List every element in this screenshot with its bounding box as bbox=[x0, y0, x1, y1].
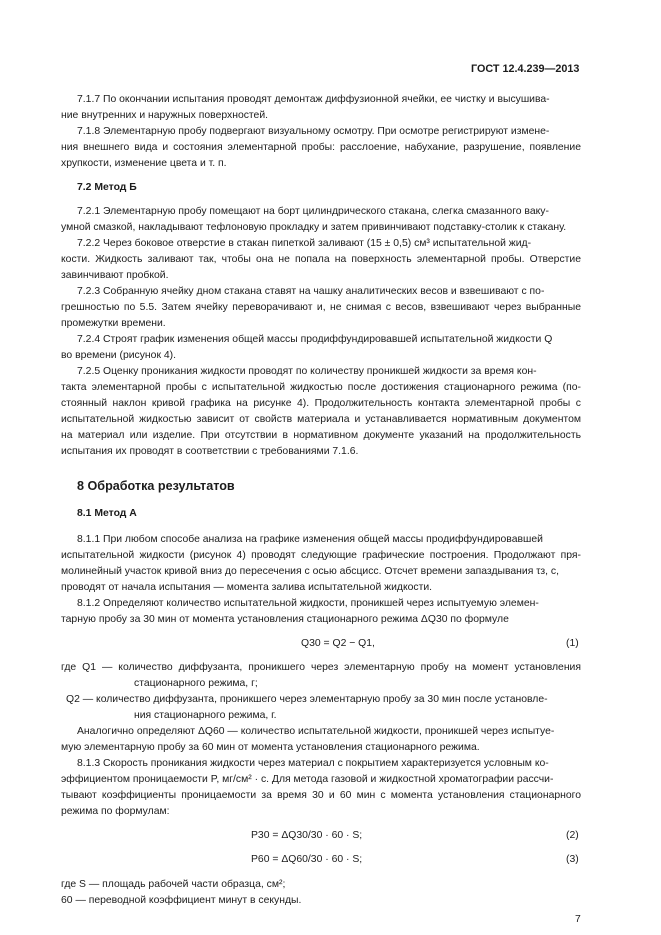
paragraph-7-2-1-line-1: 7.2.1 Элементарную пробу помещают на борт цилиндрического стакана, слегка смазанного ваку- bbox=[77, 206, 549, 217]
paragraph-7-1-8-line-3: хрупкости, изменение цвета и т. п. bbox=[61, 158, 227, 169]
paragraph-8-1-1-line-4: проводят от начала испытания — момента залива испытательной жидкости. bbox=[61, 582, 433, 593]
section-8-1-heading: 8.1 Метод А bbox=[77, 508, 137, 519]
formula-3: P60 = ΔQ60/30 · 60 · S; bbox=[251, 854, 363, 865]
paragraph-7-2-1-line-2: умной смазкой, накладывают тефлоновую прокладку и затем привинчивают подставку-столик к стакану. bbox=[61, 222, 567, 233]
paragraph-8-1-1-line-2: испытательной жидкости (рисунок 4) проводят следующие графические построения. Продолжают пря- bbox=[61, 550, 581, 561]
paragraph-7-1-7-line-2: ние внутренних и наружных поверхностей. bbox=[61, 110, 269, 121]
where-q1-line-1: где Q1 — количество диффузанта, проникшего через элементарную пробу на момент установления bbox=[61, 662, 581, 673]
paragraph-8-1-1-line-1: 8.1.1 При любом способе анализа на графике изменения общей массы продиффундировавшей bbox=[77, 534, 543, 545]
paragraph-8-1-3-line-2: эффициентом проницаемости P, мг/см² · с. Для метода газовой и жидкостной хроматографии рассчи- bbox=[61, 774, 554, 785]
paragraph-analog-line-1: Аналогично определяют ΔQ60 — количество испытательной жидкости, проникшей через испытуе- bbox=[77, 726, 555, 737]
paragraph-7-1-8-line-1: 7.1.8 Элементарную пробу подвергают визуальному осмотру. При осмотре регистрируют измене- bbox=[77, 126, 550, 137]
paragraph-7-2-5-line-2: такта элементарной пробы с испытательной жидкостью после достижения стационарного режима (по- bbox=[61, 382, 581, 393]
where-60-line: 60 — переводной коэффициент минут в секунды. bbox=[61, 895, 302, 906]
paragraph-8-1-1-line-3: молинейный участок кривой вниз до пересечения с осью абсцисс. Отсчет времени запаздывания τз, с, bbox=[61, 566, 559, 577]
paragraph-7-2-3-line-3: промежутки времени. bbox=[61, 318, 166, 329]
paragraph-7-2-2-line-2: кости. Жидкость заливают так, чтобы она не попала на поверхность элементарной пробы. Отверстие bbox=[61, 254, 581, 265]
page-number: 7 bbox=[575, 914, 581, 925]
paragraph-7-2-5-line-6: испытания их проводят в соответствии с требованиями 7.1.6. bbox=[61, 446, 359, 457]
formula-1-number: (1) bbox=[566, 638, 579, 649]
paragraph-7-1-7-line-1: 7.1.7 По окончании испытания проводят демонтаж диффузионной ячейки, ее чистку и высушива- bbox=[77, 94, 550, 105]
paragraph-7-1-8-line-2: ния внешнего вида и состояния элементарной пробы: расслоение, набухание, разрушение, появление bbox=[61, 142, 581, 153]
formula-2: P30 = ΔQ30/30 · 60 · S; bbox=[251, 830, 363, 841]
paragraph-8-1-2-line-2: тарную пробу за 30 мин от момента установления стационарного режима ΔQ30 по формуле bbox=[61, 614, 509, 625]
where-q2-line-2: ния стационарного режима, г. bbox=[134, 710, 277, 721]
paragraph-7-2-5-line-1: 7.2.5 Оценку проникания жидкости проводят по количеству проникшей жидкости за время кон- bbox=[77, 366, 537, 377]
formula-2-number: (2) bbox=[566, 830, 579, 841]
paragraph-7-2-5-line-3: стоянный наклон кривой графика на рисунке 4). Продолжительность контакта элементарной пробы с bbox=[61, 398, 581, 409]
paragraph-7-2-4-line-1: 7.2.4 Строят график изменения общей массы продиффундировавшей испытательной жидкости Q bbox=[77, 334, 553, 345]
document-header: ГОСТ 12.4.239—2013 bbox=[471, 63, 580, 75]
paragraph-8-1-3-line-1: 8.1.3 Скорость проникания жидкости через материал с покрытием характеризуется условным ко- bbox=[77, 758, 549, 769]
paragraph-7-2-5-line-5: на материал или изделие. При отсутствии в нормативном документе указаний на продолжительность bbox=[61, 430, 581, 441]
where-q1-line-2: стационарного режима, г; bbox=[134, 678, 258, 689]
paragraph-7-2-3-line-2: грешностью по 5.5. Затем ячейку переворачивают и, не снимая с весов, взвешивают через выбранные bbox=[61, 302, 581, 313]
paragraph-7-2-2-line-3: завинчивают пробкой. bbox=[61, 270, 169, 281]
section-8-heading: 8 Обработка результатов bbox=[77, 479, 235, 493]
paragraph-8-1-3-line-4: режима по формулам: bbox=[61, 806, 170, 817]
formula-1: Q30 = Q2 − Q1, bbox=[301, 638, 375, 649]
paragraph-8-1-3-line-3: тывают коэффициенты проницаемости за время 30 и 60 мин с момента установления стационарного bbox=[61, 790, 581, 801]
where-s-line: где S — площадь рабочей части образца, см²; bbox=[61, 879, 286, 890]
paragraph-7-2-3-line-1: 7.2.3 Собранную ячейку дном стакана ставят на чашку аналитических весов и взвешивают с по- bbox=[77, 286, 545, 297]
paragraph-7-2-4-line-2: во времени (рисунок 4). bbox=[61, 350, 177, 361]
paragraph-7-2-5-line-4: испытательной жидкостью зависит от свойств материала и устанавливается нормативным документом bbox=[61, 414, 581, 425]
paragraph-8-1-2-line-1: 8.1.2 Определяют количество испытательной жидкости, проникшей через испытуемую элемен- bbox=[77, 598, 539, 609]
formula-3-number: (3) bbox=[566, 854, 579, 865]
paragraph-7-2-2-line-1: 7.2.2 Через боковое отверстие в стакан пипеткой заливают (15 ± 0,5) см³ испытательной жид- bbox=[77, 238, 532, 249]
paragraph-analog-line-2: мую элементарную пробу за 60 мин от момента установления стационарного режима. bbox=[61, 742, 480, 753]
section-7-2-heading: 7.2 Метод Б bbox=[77, 182, 137, 193]
where-q2-line-1: Q2 — количество диффузанта, проникшего через элементарную пробу за 30 мин после установле- bbox=[66, 694, 548, 705]
